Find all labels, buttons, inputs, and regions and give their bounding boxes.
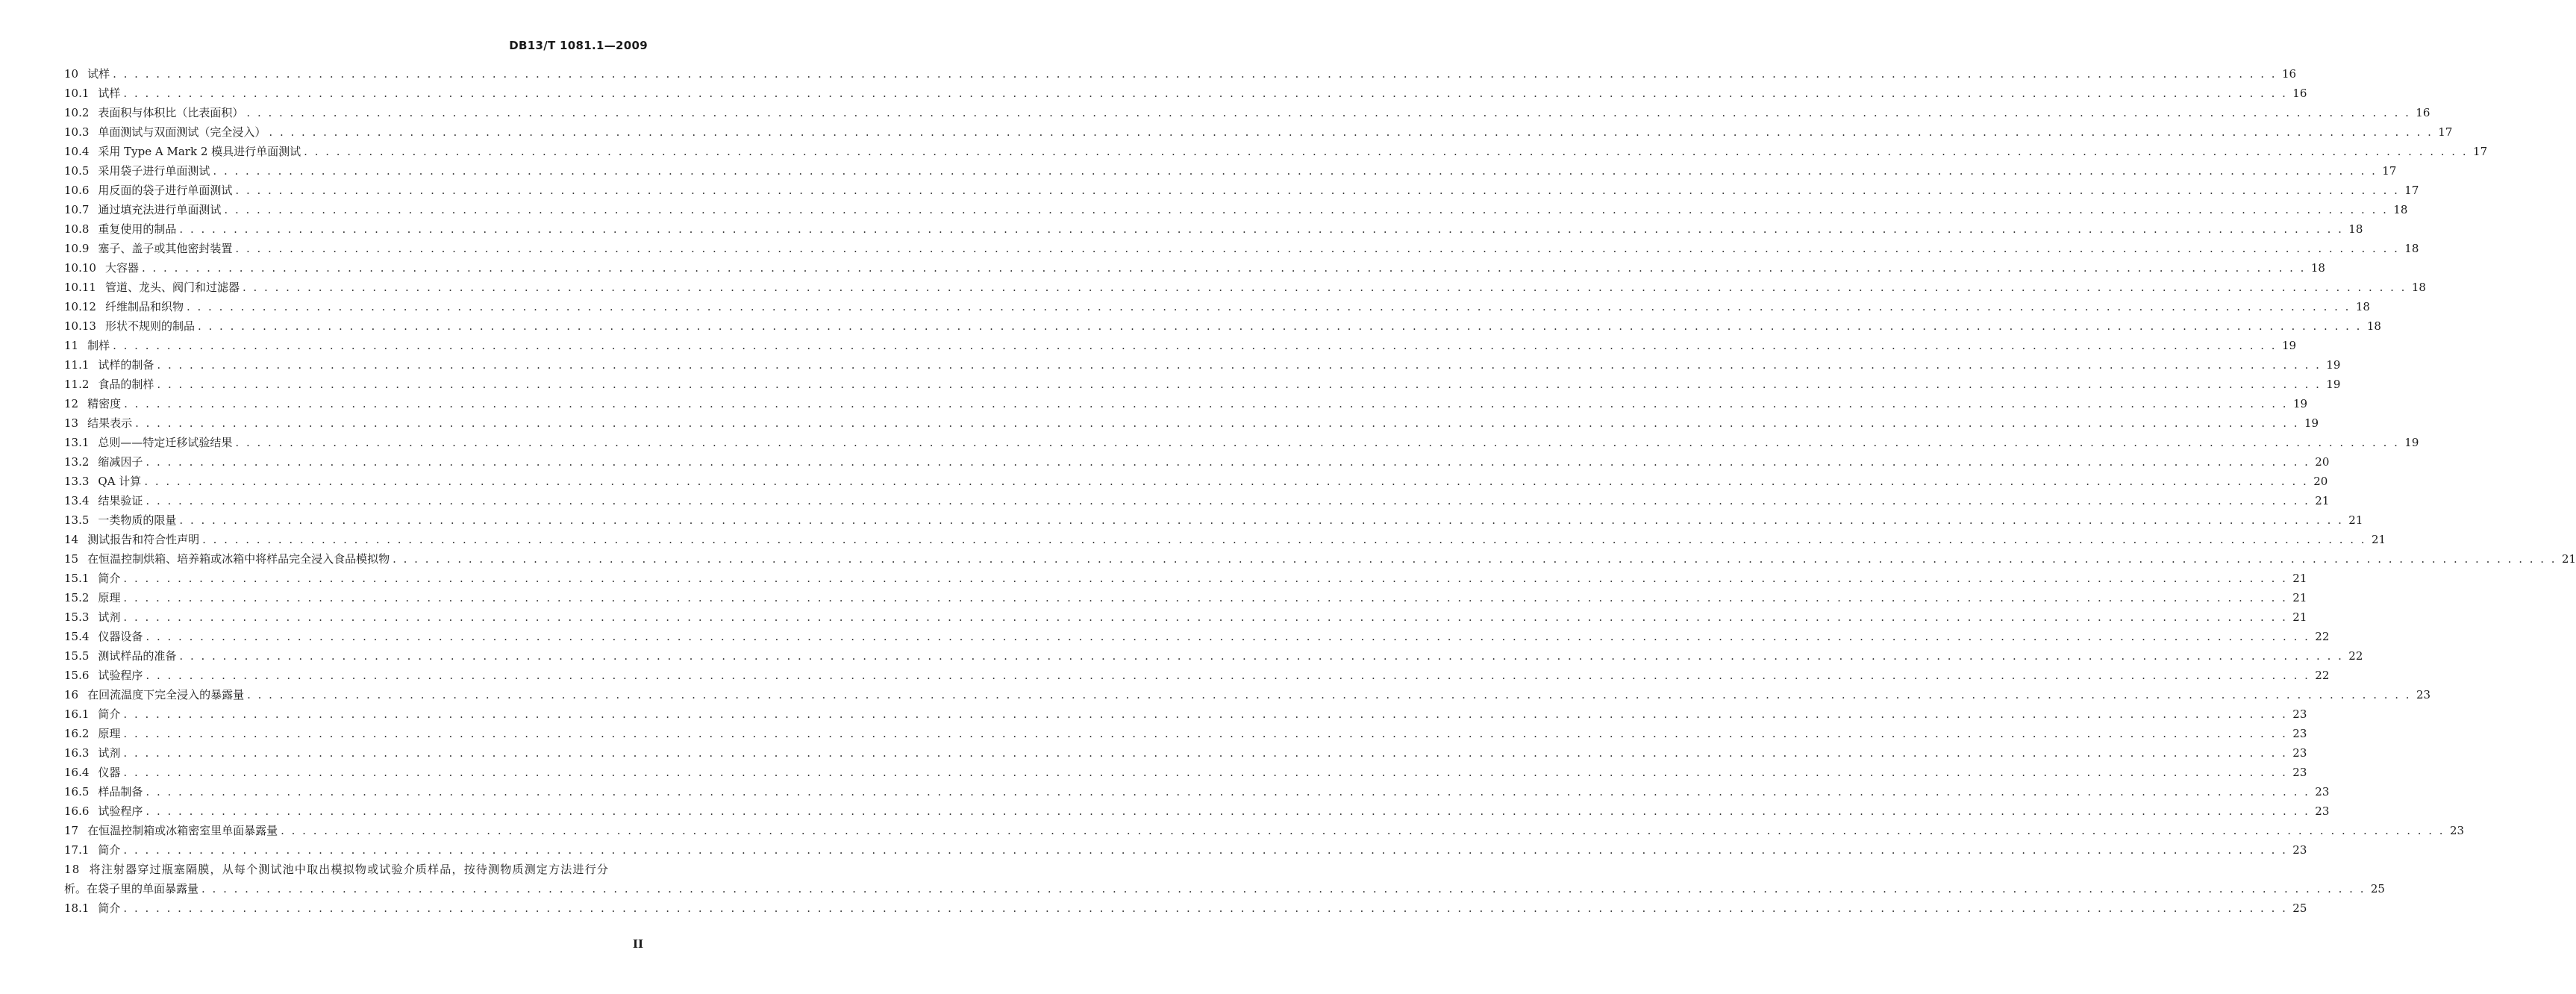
toc-leader-dots: . . . . . . . . . . . . . . . . . . . . . . . . . . . . . . . . . . . . . . . . . . . . . . . . . . . . . . . . . . . . . . . . . . . . . . . . . . . . . . . . . . . . . . . . . . . . . . . . . . . . . . . . . . . . . . . . . . . . . . . . . . . . . . . . . . . . . . . . . . . . . . . . . . . . . . . . . . . . . . . . . . . . . . . . . . . . . . . . . . . . . . . . . . . . . . . . . . . . . . . .	[146, 455, 2310, 469]
toc-entry-title: 原理	[98, 727, 121, 740]
toc-entry-title: 测试报告和符合性声明	[87, 533, 200, 546]
toc-entry-number: 13.4	[64, 494, 90, 507]
toc-leader-dots: . . . . . . . . . . . . . . . . . . . . . . . . . . . . . . . . . . . . . . . . . . . . . . . . . . . . . . . . . . . . . . . . . . . . . . . . . . . . . . . . . . . . . . . . . . . . . . . . . . . . . . . . . . . . . . . . . . . . . . . . . . . . . . . . . . . . . . . . . . . . . . . . . . . . . . . . . . . . . . . . . . . . . . . . . . . . . . . . . . . . . . . . . . . . . . . . . . . . . . . .	[201, 882, 2366, 895]
toc-leader-dots: . . . . . . . . . . . . . . . . . . . . . . . . . . . . . . . . . . . . . . . . . . . . . . . . . . . . . . . . . . . . . . . . . . . . . . . . . . . . . . . . . . . . . . . . . . . . . . . . . . . . . . . . . . . . . . . . . . . . . . . . . . . . . . . . . . . . . . . . . . . . . . . . . . . . . . . . . . . . . . . . . . . . . . . . . . . . . . . . . . . . . . . . . . . . . . . . . . . . . . . .	[123, 766, 2288, 779]
toc-entry-page: 18	[2366, 319, 2381, 333]
toc-entry-title: 试剂	[98, 610, 121, 624]
toc-entry-page: 17	[2382, 164, 2397, 178]
toc-entry[interactable]	[64, 375, 2341, 394]
toc-entry-number: 15.1	[64, 572, 90, 585]
toc-entry-title: 采用袋子进行单面测试	[98, 164, 210, 178]
toc-leader-dots: . . . . . . . . . . . . . . . . . . . . . . . . . . . . . . . . . . . . . . . . . . . . . . . . . . . . . . . . . . . . . . . . . . . . . . . . . . . . . . . . . . . . . . . . . . . . . . . . . . . . . . . . . . . . . . . . . . . . . . . . . . . . . . . . . . . . . . . . . . . . . . . . . . . . . . . . . . . . . . . . . . . . . . . . . . . . . . . . . . . . . . . . . . . . . . . . . . . . . . . .	[197, 319, 2362, 333]
toc-entry-number: 15.2	[64, 591, 90, 604]
toc-entry-number: 16.6	[64, 804, 90, 818]
toc-entry[interactable]	[64, 142, 2488, 161]
toc-entry-page: 21	[2315, 494, 2330, 507]
toc-leader-dots: . . . . . . . . . . . . . . . . . . . . . . . . . . . . . . . . . . . . . . . . . . . . . . . . . . . . . . . . . . . . . . . . . . . . . . . . . . . . . . . . . . . . . . . . . . . . . . . . . . . . . . . . . . . . . . . . . . . . . . . . . . . . . . . . . . . . . . . . . . . . . . . . . . . . . . . . . . . . . . . . . . . . . . . . . . . . . . . . . . . . . . . . . . . . . . . . . . . . . . . .	[123, 746, 2288, 760]
toc-entry-number: 10.9	[64, 242, 90, 255]
toc-leader-dots: . . . . . . . . . . . . . . . . . . . . . . . . . . . . . . . . . . . . . . . . . . . . . . . . . . . . . . . . . . . . . . . . . . . . . . . . . . . . . . . . . . . . . . . . . . . . . . . . . . . . . . . . . . . . . . . . . . . . . . . . . . . . . . . . . . . . . . . . . . . . . . . . . . . . . . . . . . . . . . . . . . . . . . . . . . . . . . . . . . . . . . . . . . . . . . . . . . . . . . . .	[123, 610, 2288, 624]
toc-entry-number: 15.5	[64, 649, 90, 663]
toc-entry-number: 16.5	[64, 785, 90, 798]
toc-entry-number: 16.3	[64, 746, 90, 760]
page-number: II	[632, 937, 643, 951]
toc-entry[interactable]	[64, 569, 2307, 588]
toc-entry-page: 23	[2292, 766, 2307, 779]
toc-entry[interactable]	[64, 433, 2419, 452]
toc-entry-page: 18	[2393, 203, 2408, 216]
toc-entry[interactable]	[64, 452, 2330, 472]
toc-leader-dots: . . . . . . . . . . . . . . . . . . . . . . . . . . . . . . . . . . . . . . . . . . . . . . . . . . . . . . . . . . . . . . . . . . . . . . . . . . . . . . . . . . . . . . . . . . . . . . . . . . . . . . . . . . . . . . . . . . . . . . . . . . . . . . . . . . . . . . . . . . . . . . . . . . . . . . . . . . . . . . . . . . . . . . . . . . . . . . . . . . . . . . . . . . . . . . . . . . . . . . . .	[146, 785, 2310, 798]
toc-entry-page: 19	[2304, 416, 2319, 430]
toc-entry-number: 11.1	[64, 358, 90, 372]
toc-entry-page: 17	[2473, 145, 2488, 158]
toc-entry[interactable]	[64, 801, 2330, 821]
toc-entry-page: 18	[2404, 242, 2419, 255]
toc-leader-dots: . . . . . . . . . . . . . . . . . . . . . . . . . . . . . . . . . . . . . . . . . . . . . . . . . . . . . . . . . . . . . . . . . . . . . . . . . . . . . . . . . . . . . . . . . . . . . . . . . . . . . . . . . . . . . . . . . . . . . . . . . . . . . . . . . . . . . . . . . . . . . . . . . . . . . . . . . . . . . . . . . . . . . . . . . . . . . . . . . . . . . . . . . . . . . . . . . . . . . . . .	[213, 164, 2378, 178]
toc-entry-title: 原理	[98, 591, 121, 604]
toc-leader-dots: . . . . . . . . . . . . . . . . . . . . . . . . . . . . . . . . . . . . . . . . . . . . . . . . . . . . . . . . . . . . . . . . . . . . . . . . . . . . . . . . . . . . . . . . . . . . . . . . . . . . . . . . . . . . . . . . . . . . . . . . . . . . . . . . . . . . . . . . . . . . . . . . . . . . . . . . . . . . . . . . . . . . . . . . . . . . . . . . . . . . . . . . . . . . . . . . . . . . . . . .	[224, 203, 2389, 216]
toc-leader-dots: . . . . . . . . . . . . . . . . . . . . . . . . . . . . . . . . . . . . . . . . . . . . . . . . . . . . . . . . . . . . . . . . . . . . . . . . . . . . . . . . . . . . . . . . . . . . . . . . . . . . . . . . . . . . . . . . . . . . . . . . . . . . . . . . . . . . . . . . . . . . . . . . . . . . . . . . . . . . . . . . . . . . . . . . . . . . . . . . . . . . . . . . . . . . . . . . . . . . . . . .	[246, 106, 2411, 119]
toc-entry-title: 采用 Type A Mark 2 模具进行单面测试	[98, 145, 301, 158]
toc-entry[interactable]	[64, 316, 2381, 336]
toc-leader-dots: . . . . . . . . . . . . . . . . . . . . . . . . . . . . . . . . . . . . . . . . . . . . . . . . . . . . . . . . . . . . . . . . . . . . . . . . . . . . . . . . . . . . . . . . . . . . . . . . . . . . . . . . . . . . . . . . . . . . . . . . . . . . . . . . . . . . . . . . . . . . . . . . . . . . . . . . . . . . . . . . . . . . . . . . . . . . . . . . . . . . . . . . . . . . . . . . . . . . . . . .	[247, 688, 2412, 701]
toc-entry-number: 16.1	[64, 707, 90, 721]
toc-entry-title: 缩减因子	[98, 455, 143, 469]
toc-entry-page: 16	[2292, 87, 2307, 100]
toc-entry[interactable]	[64, 763, 2307, 782]
toc-entry[interactable]	[64, 394, 2308, 413]
toc-entry-number: 13.1	[64, 436, 90, 449]
toc-leader-dots: . . . . . . . . . . . . . . . . . . . . . . . . . . . . . . . . . . . . . . . . . . . . . . . . . . . . . . . . . . . . . . . . . . . . . . . . . . . . . . . . . . . . . . . . . . . . . . . . . . . . . . . . . . . . . . . . . . . . . . . . . . . . . . . . . . . . . . . . . . . . . . . . . . . . . . . . . . . . . . . . . . . . . . . . . . . . . . . . . . . . . . . . . . . . . . . . . . . . . . . .	[124, 397, 2289, 410]
toc-leader-dots: . . . . . . . . . . . . . . . . . . . . . . . . . . . . . . . . . . . . . . . . . . . . . . . . . . . . . . . . . . . . . . . . . . . . . . . . . . . . . . . . . . . . . . . . . . . . . . . . . . . . . . . . . . . . . . . . . . . . . . . . . . . . . . . . . . . . . . . . . . . . . . . . . . . . . . . . . . . . . . . . . . . . . . . . . . . . . . . . . . . . . . . . . . . . . . . . . . . . . . . .	[157, 358, 2322, 372]
toc-entry-page: 23	[2315, 785, 2330, 798]
toc-leader-dots: . . . . . . . . . . . . . . . . . . . . . . . . . . . . . . . . . . . . . . . . . . . . . . . . . . . . . . . . . . . . . . . . . . . . . . . . . . . . . . . . . . . . . . . . . . . . . . . . . . . . . . . . . . . . . . . . . . . . . . . . . . . . . . . . . . . . . . . . . . . . . . . . . . . . . . . . . . . . . . . . . . . . . . . . . . . . . . . . . . . . . . . . . . . . . . . . . . . . . . . .	[141, 261, 2306, 275]
toc-entry-page: 19	[2326, 358, 2341, 372]
toc-entry[interactable]	[64, 122, 2453, 142]
toc-entry[interactable]	[64, 239, 2419, 258]
toc-entry-page: 23	[2315, 804, 2330, 818]
toc-entry-title: 试样	[87, 67, 110, 81]
toc-entry[interactable]	[64, 743, 2307, 763]
toc-entry-page: 19	[2292, 397, 2308, 410]
toc-entry-page: 23	[2449, 824, 2465, 837]
toc-entry-number: 18.1	[64, 901, 90, 915]
toc-entry-title: 仪器设备	[98, 630, 143, 643]
toc-entry-title: 结果验证	[98, 494, 143, 507]
toc-entry-number: 16.2	[64, 727, 90, 740]
toc-leader-dots: . . . . . . . . . . . . . . . . . . . . . . . . . . . . . . . . . . . . . . . . . . . . . . . . . . . . . . . . . . . . . . . . . . . . . . . . . . . . . . . . . . . . . . . . . . . . . . . . . . . . . . . . . . . . . . . . . . . . . . . . . . . . . . . . . . . . . . . . . . . . . . . . . . . . . . . . . . . . . . . . . . . . . . . . . . . . . . . . . . . . . . . . . . . . . . . . . . . . . . . .	[135, 416, 2300, 430]
toc-leader-dots: . . . . . . . . . . . . . . . . . . . . . . . . . . . . . . . . . . . . . . . . . . . . . . . . . . . . . . . . . . . . . . . . . . . . . . . . . . . . . . . . . . . . . . . . . . . . . . . . . . . . . . . . . . . . . . . . . . . . . . . . . . . . . . . . . . . . . . . . . . . . . . . . . . . . . . . . . . . . . . . . . . . . . . . . . . . . . . . . . . . . . . . . . . . . . . . . . . . . . . . .	[123, 707, 2288, 721]
toc-entry-title: 在恒温控制箱或冰箱密室里单面暴露量	[87, 824, 278, 837]
toc-entry-title: 纤维制品和织物	[104, 300, 184, 313]
toc-leader-dots: . . . . . . . . . . . . . . . . . . . . . . . . . . . . . . . . . . . . . . . . . . . . . . . . . . . . . . . . . . . . . . . . . . . . . . . . . . . . . . . . . . . . . . . . . . . . . . . . . . . . . . . . . . . . . . . . . . . . . . . . . . . . . . . . . . . . . . . . . . . . . . . . . . . . . . . . . . . . . . . . . . . . . . . . . . . . . . . . . . . . . . . . . . . . . . . . . . . . . . . .	[157, 378, 2322, 391]
toc-entry-page: 19	[2404, 436, 2419, 449]
toc-entry-page: 21	[2561, 552, 2576, 566]
toc-entry-number: 10.4	[64, 145, 90, 158]
toc-leader-dots: . . . . . . . . . . . . . . . . . . . . . . . . . . . . . . . . . . . . . . . . . . . . . . . . . . . . . . . . . . . . . . . . . . . . . . . . . . . . . . . . . . . . . . . . . . . . . . . . . . . . . . . . . . . . . . . . . . . . . . . . . . . . . . . . . . . . . . . . . . . . . . . . . . . . . . . . . . . . . . . . . . . . . . . . . . . . . . . . . . . . . . . . . . . . . . . . . . . . . . . .	[179, 222, 2344, 236]
toc-entry-title: 在恒温控制烘箱、培养箱或冰箱中将样品完全浸入食品模拟物	[87, 552, 390, 566]
toc-leader-dots: . . . . . . . . . . . . . . . . . . . . . . . . . . . . . . . . . . . . . . . . . . . . . . . . . . . . . . . . . . . . . . . . . . . . . . . . . . . . . . . . . . . . . . . . . . . . . . . . . . . . . . . . . . . . . . . . . . . . . . . . . . . . . . . . . . . . . . . . . . . . . . . . . . . . . . . . . . . . . . . . . . . . . . . . . . . . . . . . . . . . . . . . . . . . . . . . . . . . . . . .	[281, 824, 2445, 837]
toc-entry-number: 13.3	[64, 475, 90, 488]
toc-entry-page: 18	[2411, 281, 2426, 294]
toc-entry-page: 23	[2292, 727, 2307, 740]
toc-entry-title: 试样	[98, 87, 121, 100]
toc-entry-title: 总则——特定迁移试验结果	[98, 436, 233, 449]
toc-entry-title: 管道、龙头、阀门和过滤器	[104, 281, 240, 294]
toc-entry-page: 17	[2404, 184, 2419, 197]
toc-entry-number: 10.10	[64, 261, 96, 275]
toc-entry-page: 22	[2315, 630, 2330, 643]
toc-entry-page: 18	[2310, 261, 2325, 275]
toc-entry-number: 10.11	[64, 281, 96, 294]
toc-entry-title: 一类物质的限量	[98, 513, 177, 527]
toc-entry[interactable]	[64, 181, 2419, 200]
toc-entry[interactable]	[64, 898, 2307, 918]
toc-leader-dots: . . . . . . . . . . . . . . . . . . . . . . . . . . . . . . . . . . . . . . . . . . . . . . . . . . . . . . . . . . . . . . . . . . . . . . . . . . . . . . . . . . . . . . . . . . . . . . . . . . . . . . . . . . . . . . . . . . . . . . . . . . . . . . . . . . . . . . . . . . . . . . . . . . . . . . . . . . . . . . . . . . . . . . . . . . . . . . . . . . . . . . . . . . . . . . . . . . . . . . . .	[113, 67, 2278, 81]
toc-entry[interactable]	[64, 627, 2330, 646]
toc-entry-number: 10.1	[64, 87, 90, 100]
toc-entry[interactable]	[64, 840, 2307, 860]
toc-entry-title: 用反面的袋子进行单面测试	[98, 184, 233, 197]
toc-entry[interactable]	[64, 413, 2319, 433]
toc-entry[interactable]	[64, 704, 2307, 724]
toc-entry-title: QA 计算	[98, 475, 142, 488]
toc-entry-page: 19	[2326, 378, 2341, 391]
toc-leader-dots: . . . . . . . . . . . . . . . . . . . . . . . . . . . . . . . . . . . . . . . . . . . . . . . . . . . . . . . . . . . . . . . . . . . . . . . . . . . . . . . . . . . . . . . . . . . . . . . . . . . . . . . . . . . . . . . . . . . . . . . . . . . . . . . . . . . . . . . . . . . . . . . . . . . . . . . . . . . . . . . . . . . . . . . . . . . . . . . . . . . . . . . . . . . . . . . . . . . . . . . .	[123, 87, 2288, 100]
toc-entry-title: 试剂	[98, 746, 121, 760]
toc-entry-page: 19	[2281, 339, 2297, 352]
toc-entry-number: 10.3	[64, 125, 90, 139]
toc-entry-title: 结果表示	[87, 416, 133, 430]
toc-entry-number: 10.12	[64, 300, 96, 313]
toc-leader-dots: . . . . . . . . . . . . . . . . . . . . . . . . . . . . . . . . . . . . . . . . . . . . . . . . . . . . . . . . . . . . . . . . . . . . . . . . . . . . . . . . . . . . . . . . . . . . . . . . . . . . . . . . . . . . . . . . . . . . . . . . . . . . . . . . . . . . . . . . . . . . . . . . . . . . . . . . . . . . . . . . . . . . . . . . . . . . . . . . . . . . . . . . . . . . . . . . . . . . . . . .	[179, 513, 2344, 527]
toc-leader-dots: . . . . . . . . . . . . . . . . . . . . . . . . . . . . . . . . . . . . . . . . . . . . . . . . . . . . . . . . . . . . . . . . . . . . . . . . . . . . . . . . . . . . . . . . . . . . . . . . . . . . . . . . . . . . . . . . . . . . . . . . . . . . . . . . . . . . . . . . . . . . . . . . . . . . . . . . . . . . . . . . . . . . . . . . . . . . . . . . . . . . . . . . . . . . . . . . . . . . . . . .	[235, 436, 2400, 449]
toc-entry-page: 16	[2416, 106, 2430, 119]
toc-entry-wrapped-line2[interactable]	[64, 879, 2385, 898]
toc-entry[interactable]	[64, 84, 2307, 103]
document-code: DB13/T 1081.1—2009	[509, 39, 648, 52]
toc-entry[interactable]	[64, 103, 2430, 122]
toc-entry[interactable]	[64, 549, 2576, 569]
toc-entry[interactable]	[64, 666, 2330, 685]
toc-leader-dots: . . . . . . . . . . . . . . . . . . . . . . . . . . . . . . . . . . . . . . . . . . . . . . . . . . . . . . . . . . . . . . . . . . . . . . . . . . . . . . . . . . . . . . . . . . . . . . . . . . . . . . . . . . . . . . . . . . . . . . . . . . . . . . . . . . . . . . . . . . . . . . . . . . . . . . . . . . . . . . . . . . . . . . . . . . . . . . . . . . . . . . . . . . . . . . . . . . . . . . . .	[144, 475, 2309, 488]
toc-entry[interactable]	[64, 685, 2431, 704]
toc-entry[interactable]	[64, 64, 2297, 84]
toc-entry-title: 简介	[98, 572, 121, 585]
toc-leader-dots: . . . . . . . . . . . . . . . . . . . . . . . . . . . . . . . . . . . . . . . . . . . . . . . . . . . . . . . . . . . . . . . . . . . . . . . . . . . . . . . . . . . . . . . . . . . . . . . . . . . . . . . . . . . . . . . . . . . . . . . . . . . . . . . . . . . . . . . . . . . . . . . . . . . . . . . . . . . . . . . . . . . . . . . . . . . . . . . . . . . . . . . . . . . . . . . . . . . . . . . .	[123, 843, 2288, 857]
toc-leader-dots: . . . . . . . . . . . . . . . . . . . . . . . . . . . . . . . . . . . . . . . . . . . . . . . . . . . . . . . . . . . . . . . . . . . . . . . . . . . . . . . . . . . . . . . . . . . . . . . . . . . . . . . . . . . . . . . . . . . . . . . . . . . . . . . . . . . . . . . . . . . . . . . . . . . . . . . . . . . . . . . . . . . . . . . . . . . . . . . . . . . . . . . . . . . . . . . . . . . . . . . .	[269, 125, 2433, 139]
toc-leader-dots: . . . . . . . . . . . . . . . . . . . . . . . . . . . . . . . . . . . . . . . . . . . . . . . . . . . . . . . . . . . . . . . . . . . . . . . . . . . . . . . . . . . . . . . . . . . . . . . . . . . . . . . . . . . . . . . . . . . . . . . . . . . . . . . . . . . . . . . . . . . . . . . . . . . . . . . . . . . . . . . . . . . . . . . . . . . . . . . . . . . . . . . . . . . . . . . . . . . . . . . .	[304, 145, 2469, 158]
toc-entry[interactable]	[64, 278, 2426, 297]
toc-entry-number: 10.5	[64, 164, 90, 178]
toc-leader-dots: . . . . . . . . . . . . . . . . . . . . . . . . . . . . . . . . . . . . . . . . . . . . . . . . . . . . . . . . . . . . . . . . . . . . . . . . . . . . . . . . . . . . . . . . . . . . . . . . . . . . . . . . . . . . . . . . . . . . . . . . . . . . . . . . . . . . . . . . . . . . . . . . . . . . . . . . . . . . . . . . . . . . . . . . . . . . . . . . . . . . . . . . . . . . . . . . . . . . . . . .	[123, 591, 2288, 604]
toc-entry-title: 简介	[98, 901, 121, 915]
toc-entry-page: 23	[2292, 746, 2307, 760]
toc-entry-page: 21	[2292, 610, 2307, 624]
toc-entry-title: 将注射器穿过瓶塞隔膜，从每个测试池中取出模拟物或试验介质样品，按待测物质测定方法进行分	[89, 863, 610, 876]
toc-entry-title: 重复使用的制品	[98, 222, 177, 236]
toc-entry[interactable]	[64, 200, 2408, 219]
toc-entry-wrapped-line1[interactable]	[64, 860, 648, 879]
toc-entry[interactable]	[64, 336, 2297, 355]
toc-entry-title: 形状不规则的制品	[104, 319, 195, 333]
toc-leader-dots: . . . . . . . . . . . . . . . . . . . . . . . . . . . . . . . . . . . . . . . . . . . . . . . . . . . . . . . . . . . . . . . . . . . . . . . . . . . . . . . . . . . . . . . . . . . . . . . . . . . . . . . . . . . . . . . . . . . . . . . . . . . . . . . . . . . . . . . . . . . . . . . . . . . . . . . . . . . . . . . . . . . . . . . . . . . . . . . . . . . . . . . . . . . . . . . . . . . . . . . .	[235, 242, 2400, 255]
toc-entry[interactable]	[64, 510, 2363, 530]
toc-entry[interactable]	[64, 219, 2363, 239]
toc-entry[interactable]	[64, 297, 2370, 316]
toc-leader-dots: . . . . . . . . . . . . . . . . . . . . . . . . . . . . . . . . . . . . . . . . . . . . . . . . . . . . . . . . . . . . . . . . . . . . . . . . . . . . . . . . . . . . . . . . . . . . . . . . . . . . . . . . . . . . . . . . . . . . . . . . . . . . . . . . . . . . . . . . . . . . . . . . . . . . . . . . . . . . . . . . . . . . . . . . . . . . . . . . . . . . . . . . . . . . . . . . . . . . . . . .	[393, 552, 2557, 566]
toc-entry-page: 21	[2371, 533, 2386, 546]
toc-entry[interactable]	[64, 491, 2330, 510]
toc-entry-number: 13	[64, 416, 79, 430]
toc-entry-title: 在回流温度下完全浸入的暴露量	[87, 688, 245, 701]
toc-entry-number: 10.6	[64, 184, 90, 197]
toc-entry[interactable]	[64, 530, 2386, 549]
toc-entry-title: 制样	[87, 339, 110, 352]
toc-entry-title-continued: 析。在袋子里的单面暴露量	[64, 882, 199, 895]
toc-entry-page: 23	[2292, 843, 2307, 857]
toc-entry-page: 17	[2438, 125, 2453, 139]
toc-entry-page: 25	[2292, 901, 2307, 915]
toc-entry[interactable]	[64, 472, 2328, 491]
toc-leader-dots: . . . . . . . . . . . . . . . . . . . . . . . . . . . . . . . . . . . . . . . . . . . . . . . . . . . . . . . . . . . . . . . . . . . . . . . . . . . . . . . . . . . . . . . . . . . . . . . . . . . . . . . . . . . . . . . . . . . . . . . . . . . . . . . . . . . . . . . . . . . . . . . . . . . . . . . . . . . . . . . . . . . . . . . . . . . . . . . . . . . . . . . . . . . . . . . . . . . . . . . .	[123, 727, 2288, 740]
toc-entry-title: 试验程序	[98, 669, 143, 682]
toc-leader-dots: . . . . . . . . . . . . . . . . . . . . . . . . . . . . . . . . . . . . . . . . . . . . . . . . . . . . . . . . . . . . . . . . . . . . . . . . . . . . . . . . . . . . . . . . . . . . . . . . . . . . . . . . . . . . . . . . . . . . . . . . . . . . . . . . . . . . . . . . . . . . . . . . . . . . . . . . . . . . . . . . . . . . . . . . . . . . . . . . . . . . . . . . . . . . . . . . . . . . . . . .	[186, 300, 2351, 313]
toc-entry-number: 10.7	[64, 203, 90, 216]
toc-entry-number: 17	[64, 824, 79, 837]
toc-entry-number: 15	[64, 552, 79, 566]
toc-entry-page: 21	[2348, 513, 2363, 527]
toc-leader-dots: . . . . . . . . . . . . . . . . . . . . . . . . . . . . . . . . . . . . . . . . . . . . . . . . . . . . . . . . . . . . . . . . . . . . . . . . . . . . . . . . . . . . . . . . . . . . . . . . . . . . . . . . . . . . . . . . . . . . . . . . . . . . . . . . . . . . . . . . . . . . . . . . . . . . . . . . . . . . . . . . . . . . . . . . . . . . . . . . . . . . . . . . . . . . . . . . . . . . . . . .	[123, 901, 2288, 915]
toc-entry-number: 15.3	[64, 610, 90, 624]
toc-entry[interactable]	[64, 821, 2465, 840]
toc-entry-page: 23	[2292, 707, 2307, 721]
toc-entry-page: 21	[2292, 591, 2307, 604]
toc-entry-title: 食品的制样	[98, 378, 154, 391]
toc-entry-page: 22	[2315, 669, 2330, 682]
toc-entry[interactable]	[64, 258, 2325, 278]
toc-entry[interactable]	[64, 782, 2330, 801]
toc-entry-title: 测试样品的准备	[98, 649, 177, 663]
toc-entry-number: 12	[64, 397, 79, 410]
toc-entry-page: 16	[2281, 67, 2297, 81]
toc-entry[interactable]	[64, 355, 2341, 375]
toc-entry-page: 18	[2348, 222, 2363, 236]
toc-entry-title: 表面积与体积比（比表面积）	[98, 106, 244, 119]
toc-entry-title: 试验程序	[98, 804, 143, 818]
toc-entry-number: 11.2	[64, 378, 90, 391]
toc-leader-dots: . . . . . . . . . . . . . . . . . . . . . . . . . . . . . . . . . . . . . . . . . . . . . . . . . . . . . . . . . . . . . . . . . . . . . . . . . . . . . . . . . . . . . . . . . . . . . . . . . . . . . . . . . . . . . . . . . . . . . . . . . . . . . . . . . . . . . . . . . . . . . . . . . . . . . . . . . . . . . . . . . . . . . . . . . . . . . . . . . . . . . . . . . . . . . . . . . . . . . . . .	[146, 669, 2310, 682]
toc-entry-number: 15.6	[64, 669, 90, 682]
toc-entry-page: 20	[2315, 455, 2330, 469]
toc-entry[interactable]	[64, 161, 2397, 181]
toc-entry-number: 18	[64, 863, 81, 876]
toc-entry-title: 塞子、盖子或其他密封装置	[98, 242, 233, 255]
toc-entry-title: 通过填充法进行单面测试	[98, 203, 222, 216]
table-of-contents	[64, 64, 2576, 918]
toc-entry[interactable]	[64, 724, 2307, 743]
toc-entry-title: 仪器	[98, 766, 121, 779]
toc-entry-page: 20	[2313, 475, 2328, 488]
toc-entry[interactable]	[64, 646, 2363, 666]
toc-entry-number: 13.5	[64, 513, 90, 527]
toc-entry-number: 14	[64, 533, 79, 546]
toc-entry-page: 23	[2416, 688, 2431, 701]
toc-entry-number: 15.4	[64, 630, 90, 643]
toc-entry[interactable]	[64, 607, 2307, 627]
toc-leader-dots: . . . . . . . . . . . . . . . . . . . . . . . . . . . . . . . . . . . . . . . . . . . . . . . . . . . . . . . . . . . . . . . . . . . . . . . . . . . . . . . . . . . . . . . . . . . . . . . . . . . . . . . . . . . . . . . . . . . . . . . . . . . . . . . . . . . . . . . . . . . . . . . . . . . . . . . . . . . . . . . . . . . . . . . . . . . . . . . . . . . . . . . . . . . . . . . . . . . . . . . .	[123, 572, 2288, 585]
toc-entry-title: 大容器	[104, 261, 139, 275]
toc-entry-title: 试样的制备	[98, 358, 154, 372]
toc-entry-number: 16	[64, 688, 79, 701]
toc-leader-dots: . . . . . . . . . . . . . . . . . . . . . . . . . . . . . . . . . . . . . . . . . . . . . . . . . . . . . . . . . . . . . . . . . . . . . . . . . . . . . . . . . . . . . . . . . . . . . . . . . . . . . . . . . . . . . . . . . . . . . . . . . . . . . . . . . . . . . . . . . . . . . . . . . . . . . . . . . . . . . . . . . . . . . . . . . . . . . . . . . . . . . . . . . . . . . . . . . . . . . . . .	[202, 533, 2367, 546]
toc-entry-number: 10.8	[64, 222, 90, 236]
toc-leader-dots: . . . . . . . . . . . . . . . . . . . . . . . . . . . . . . . . . . . . . . . . . . . . . . . . . . . . . . . . . . . . . . . . . . . . . . . . . . . . . . . . . . . . . . . . . . . . . . . . . . . . . . . . . . . . . . . . . . . . . . . . . . . . . . . . . . . . . . . . . . . . . . . . . . . . . . . . . . . . . . . . . . . . . . . . . . . . . . . . . . . . . . . . . . . . . . . . . . . . . . . .	[179, 649, 2344, 663]
toc-leader-dots: . . . . . . . . . . . . . . . . . . . . . . . . . . . . . . . . . . . . . . . . . . . . . . . . . . . . . . . . . . . . . . . . . . . . . . . . . . . . . . . . . . . . . . . . . . . . . . . . . . . . . . . . . . . . . . . . . . . . . . . . . . . . . . . . . . . . . . . . . . . . . . . . . . . . . . . . . . . . . . . . . . . . . . . . . . . . . . . . . . . . . . . . . . . . . . . . . . . . . . . .	[146, 804, 2310, 818]
toc-entry-number: 13.2	[64, 455, 90, 469]
toc-entry-number: 10.13	[64, 319, 96, 333]
toc-entry-number: 17.1	[64, 843, 90, 857]
toc-entry-title: 样品制备	[98, 785, 143, 798]
toc-entry-number: 11	[64, 339, 79, 352]
toc-entry-page: 21	[2292, 572, 2307, 585]
toc-entry-number: 16.4	[64, 766, 90, 779]
toc-entry-number: 10.2	[64, 106, 90, 119]
toc-leader-dots: . . . . . . . . . . . . . . . . . . . . . . . . . . . . . . . . . . . . . . . . . . . . . . . . . . . . . . . . . . . . . . . . . . . . . . . . . . . . . . . . . . . . . . . . . . . . . . . . . . . . . . . . . . . . . . . . . . . . . . . . . . . . . . . . . . . . . . . . . . . . . . . . . . . . . . . . . . . . . . . . . . . . . . . . . . . . . . . . . . . . . . . . . . . . . . . . . . . . . . . .	[235, 184, 2400, 197]
toc-leader-dots: . . . . . . . . . . . . . . . . . . . . . . . . . . . . . . . . . . . . . . . . . . . . . . . . . . . . . . . . . . . . . . . . . . . . . . . . . . . . . . . . . . . . . . . . . . . . . . . . . . . . . . . . . . . . . . . . . . . . . . . . . . . . . . . . . . . . . . . . . . . . . . . . . . . . . . . . . . . . . . . . . . . . . . . . . . . . . . . . . . . . . . . . . . . . . . . . . . . . . . . .	[146, 630, 2310, 643]
toc-leader-dots: . . . . . . . . . . . . . . . . . . . . . . . . . . . . . . . . . . . . . . . . . . . . . . . . . . . . . . . . . . . . . . . . . . . . . . . . . . . . . . . . . . . . . . . . . . . . . . . . . . . . . . . . . . . . . . . . . . . . . . . . . . . . . . . . . . . . . . . . . . . . . . . . . . . . . . . . . . . . . . . . . . . . . . . . . . . . . . . . . . . . . . . . . . . . . . . . . . . . . . . .	[242, 281, 2407, 294]
toc-entry-title: 单面测试与双面测试（完全浸入）	[98, 125, 266, 139]
toc-entry-title: 精密度	[87, 397, 122, 410]
toc-entry-title: 简介	[98, 843, 121, 857]
toc-leader-dots: . . . . . . . . . . . . . . . . . . . . . . . . . . . . . . . . . . . . . . . . . . . . . . . . . . . . . . . . . . . . . . . . . . . . . . . . . . . . . . . . . . . . . . . . . . . . . . . . . . . . . . . . . . . . . . . . . . . . . . . . . . . . . . . . . . . . . . . . . . . . . . . . . . . . . . . . . . . . . . . . . . . . . . . . . . . . . . . . . . . . . . . . . . . . . . . . . . . . . . . .	[113, 339, 2278, 352]
toc-entry-title: 简介	[98, 707, 121, 721]
toc-entry-page: 22	[2348, 649, 2363, 663]
toc-entry[interactable]	[64, 588, 2307, 607]
toc-leader-dots: . . . . . . . . . . . . . . . . . . . . . . . . . . . . . . . . . . . . . . . . . . . . . . . . . . . . . . . . . . . . . . . . . . . . . . . . . . . . . . . . . . . . . . . . . . . . . . . . . . . . . . . . . . . . . . . . . . . . . . . . . . . . . . . . . . . . . . . . . . . . . . . . . . . . . . . . . . . . . . . . . . . . . . . . . . . . . . . . . . . . . . . . . . . . . . . . . . . . . . . .	[146, 494, 2310, 507]
toc-entry-page: 18	[2355, 300, 2370, 313]
toc-entry-number: 10	[64, 67, 79, 81]
toc-entry-page: 25	[2370, 882, 2385, 895]
